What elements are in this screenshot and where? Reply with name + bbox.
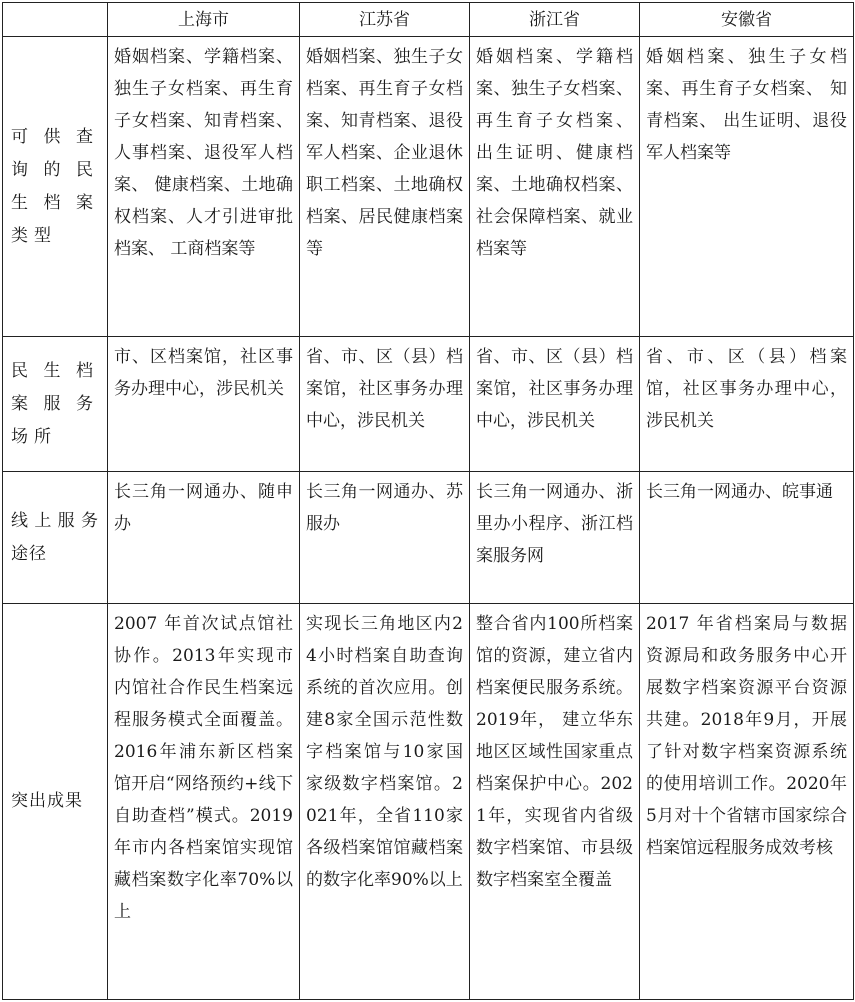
row-header-online: 线上服务途径 [3,472,108,604]
cell-venues-zhejiang: 省、市、区（县）档案馆，社区事务办理中心，涉民机关 [470,337,640,472]
table-row-venues [3,337,854,472]
column-header-zhejiang: 浙江省 [470,3,640,37]
header-row [3,3,854,37]
table-row-types [3,37,854,337]
cell-online-shanghai: 长三角一网通办、随申办 [108,472,300,604]
row-header-achievements: 突出成果 [3,604,108,1000]
column-header-anhui: 安徽省 [640,3,854,37]
table-row-achievements [3,604,854,1000]
cell-online-anhui: 长三角一网通办、皖事通 [640,472,854,604]
cell-online-jiangsu: 长三角一网通办、苏服办 [300,472,470,604]
row-header-types: 可供查询的民生档案类型 [3,37,108,337]
cell-types-anhui: 婚姻档案、独生子女档案、再生育子女档案、 知青档案、 出生证明、退役军人档案等 [640,37,854,337]
cell-achievements-anhui: 2017 年省档案局与数据资源局和政务服务中心开展数字档案资源平台资源共建。2018年9月，开展了针对数字档案资源系统的使用培训工作。2020年5月对十个省辖市国家综合档案馆远程服务成效考核 [640,604,854,1000]
cell-online-zhejiang: 长三角一网通办、浙里办小程序、浙江档案服务网 [470,472,640,604]
corner-cell [3,3,108,37]
cell-types-jiangsu: 婚姻档案、独生子女档案、再生育子女档案、知青档案、退役军人档案、企业退休职工档案、土地确权档案、居民健康档案等 [300,37,470,337]
comparison-table [2,2,854,1000]
table-row-online [3,472,854,604]
cell-types-zhejiang: 婚姻档案、学籍档案、独生子女档案、再生育子女档案、 出生证明、健康档案、土地确权档案、社会保障档案、就业档案等 [470,37,640,337]
cell-achievements-jiangsu: 实现长三角地区内24小时档案自助查询系统的首次应用。创建8家全国示范性数字档案馆与10家国家级数字档案馆。2021年，全省110家各级档案馆馆藏档案的数字化率90%以上 [300,604,470,1000]
column-header-jiangsu: 江苏省 [300,3,470,37]
cell-achievements-shanghai: 2007 年首次试点馆社协作。2013年实现市内馆社合作民生档案远程服务模式全面覆盖。2016年浦东新区档案馆开启“网络预约+线下自助查档”模式。2019年市内各档案馆实现馆藏档案数字化率70%以上 [108,604,300,1000]
cell-venues-shanghai: 市、区档案馆，社区事务办理中心，涉民机关 [108,337,300,472]
cell-venues-jiangsu: 省、市、区（县）档案馆，社区事务办理中心，涉民机关 [300,337,470,472]
cell-venues-anhui: 省、市、区（县）档案馆，社区事务办理中心，涉民机关 [640,337,854,472]
column-header-shanghai: 上海市 [108,3,300,37]
row-header-venues: 民生档案服务场所 [3,337,108,472]
cell-achievements-zhejiang: 整合省内100所档案馆的资源，建立省内档案便民服务系统。2019年， 建立华东地区区域性国家重点档案保护中心。2021年，实现省内省级数字档案馆、市县级数字档案室全覆盖 [470,604,640,1000]
cell-types-shanghai: 婚姻档案、学籍档案、 独生子女档案、再生育子女档案、知青档案、人事档案、退役军人档案、 健康档案、土地确权档案、人才引进审批档案、 工商档案等 [108,37,300,337]
